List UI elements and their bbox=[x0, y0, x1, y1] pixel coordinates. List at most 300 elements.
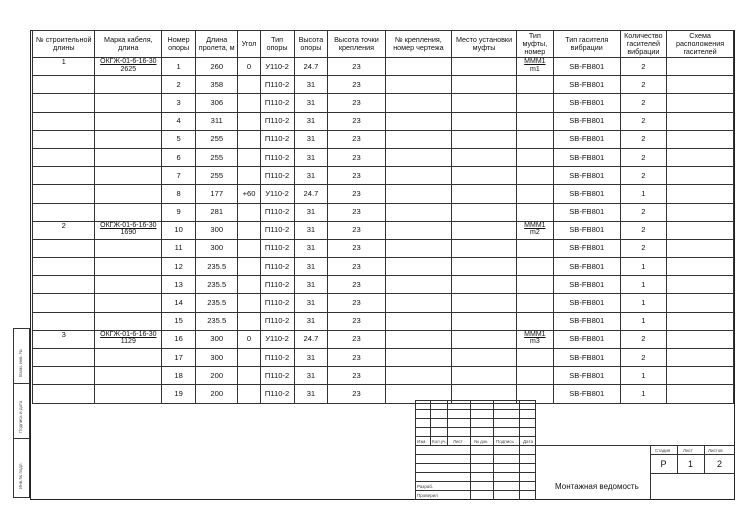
column-header: Марка кабеля, длина bbox=[95, 31, 162, 58]
tb-document-title: Монтажная ведомость bbox=[555, 482, 639, 491]
joint-type: МММ1 bbox=[524, 330, 546, 338]
damper-scheme-cell bbox=[667, 167, 734, 185]
span-length-cell: 281 bbox=[196, 203, 238, 221]
support-number-cell: 15 bbox=[162, 312, 196, 330]
damper-type-cell: SB-FB801 bbox=[553, 349, 620, 367]
support-type-cell: П110-2 bbox=[260, 385, 294, 403]
damper-count-cell: 1 bbox=[620, 185, 667, 203]
span-length-cell: 235.5 bbox=[196, 258, 238, 276]
damper-scheme-cell bbox=[667, 330, 734, 348]
joint-place-cell bbox=[452, 312, 517, 330]
support-type-cell: П110-2 bbox=[260, 112, 294, 130]
attach-height-cell: 23 bbox=[328, 203, 385, 221]
support-height-cell: 31 bbox=[294, 203, 328, 221]
joint-type: МММ1 bbox=[524, 221, 546, 229]
support-type-cell: П110-2 bbox=[260, 203, 294, 221]
joint-type-cell bbox=[516, 167, 553, 185]
angle-cell bbox=[238, 294, 260, 312]
attach-number-cell bbox=[385, 258, 452, 276]
attach-height-cell: 23 bbox=[328, 94, 385, 112]
joint-type-cell bbox=[516, 203, 553, 221]
damper-type-cell: SB-FB801 bbox=[553, 112, 620, 130]
damper-count-cell: 2 bbox=[620, 330, 667, 348]
cable-length: 1690 bbox=[120, 229, 137, 237]
cable-mark-cell bbox=[95, 330, 162, 348]
attach-height-cell: 23 bbox=[328, 276, 385, 294]
joint-type-cell bbox=[516, 221, 553, 239]
length-number-cell: 2 bbox=[33, 221, 95, 239]
attach-height-cell: 23 bbox=[328, 148, 385, 166]
damper-count-cell: 1 bbox=[620, 367, 667, 385]
damper-count-cell: 1 bbox=[620, 385, 667, 403]
length-number-cell: 3 bbox=[33, 330, 95, 348]
column-header: Угол bbox=[238, 31, 260, 58]
joint-type-cell bbox=[516, 258, 553, 276]
support-height-cell: 31 bbox=[294, 258, 328, 276]
attach-number-cell bbox=[385, 58, 452, 76]
support-type-cell: П110-2 bbox=[260, 276, 294, 294]
length-number-cell bbox=[33, 130, 95, 148]
angle-cell bbox=[238, 203, 260, 221]
damper-count-cell: 1 bbox=[620, 312, 667, 330]
attach-height-cell: 23 bbox=[328, 258, 385, 276]
damper-type-cell: SB-FB801 bbox=[553, 94, 620, 112]
cable-mark-cell bbox=[95, 167, 162, 185]
table-row bbox=[33, 94, 734, 112]
attach-height-cell: 23 bbox=[328, 76, 385, 94]
support-height-cell: 31 bbox=[294, 312, 328, 330]
span-length-cell: 306 bbox=[196, 94, 238, 112]
table-row bbox=[33, 367, 734, 385]
damper-type-cell: SB-FB801 bbox=[553, 148, 620, 166]
support-number-cell: 1 bbox=[162, 58, 196, 76]
support-number-cell: 4 bbox=[162, 112, 196, 130]
angle-cell: 0 bbox=[238, 330, 260, 348]
span-length-cell: 255 bbox=[196, 130, 238, 148]
support-type-cell: П110-2 bbox=[260, 76, 294, 94]
column-header: Схема расположения гасителей bbox=[667, 31, 734, 58]
damper-scheme-cell bbox=[667, 203, 734, 221]
span-length-cell: 300 bbox=[196, 221, 238, 239]
joint-place-cell bbox=[452, 349, 517, 367]
support-type-cell: П110-2 bbox=[260, 130, 294, 148]
span-length-cell: 255 bbox=[196, 167, 238, 185]
cable-mark-cell bbox=[95, 294, 162, 312]
attach-height-cell: 23 bbox=[328, 349, 385, 367]
length-number-cell: 1 bbox=[33, 58, 95, 76]
angle-cell bbox=[238, 258, 260, 276]
table-row bbox=[33, 239, 734, 257]
joint-type-cell bbox=[516, 294, 553, 312]
support-number-cell: 3 bbox=[162, 94, 196, 112]
angle-cell bbox=[238, 367, 260, 385]
damper-scheme-cell bbox=[667, 258, 734, 276]
damper-type-cell: SB-FB801 bbox=[553, 276, 620, 294]
support-number-cell: 14 bbox=[162, 294, 196, 312]
margin-label-2: Подпись и дата bbox=[18, 400, 23, 433]
joint-place-cell bbox=[452, 58, 517, 76]
damper-count-cell: 2 bbox=[620, 58, 667, 76]
joint-type-cell bbox=[516, 330, 553, 348]
support-type-cell: П110-2 bbox=[260, 258, 294, 276]
column-header: № строительной длины bbox=[33, 31, 95, 58]
length-number-cell bbox=[33, 239, 95, 257]
support-height-cell: 31 bbox=[294, 349, 328, 367]
joint-place-cell bbox=[452, 203, 517, 221]
length-number-cell bbox=[33, 276, 95, 294]
support-number-cell: 12 bbox=[162, 258, 196, 276]
attach-number-cell bbox=[385, 76, 452, 94]
joint-type-cell bbox=[516, 349, 553, 367]
joint-type-cell bbox=[516, 367, 553, 385]
joint-place-cell bbox=[452, 367, 517, 385]
damper-type-cell: SB-FB801 bbox=[553, 167, 620, 185]
support-type-cell: П110-2 bbox=[260, 294, 294, 312]
cable-mark-cell bbox=[95, 94, 162, 112]
damper-type-cell: SB-FB801 bbox=[553, 385, 620, 403]
damper-count-cell: 2 bbox=[620, 148, 667, 166]
damper-type-cell: SB-FB801 bbox=[553, 130, 620, 148]
support-type-cell: П110-2 bbox=[260, 312, 294, 330]
support-number-cell: 2 bbox=[162, 76, 196, 94]
cable-mark-cell bbox=[95, 203, 162, 221]
support-number-cell: 13 bbox=[162, 276, 196, 294]
attach-height-cell: 23 bbox=[328, 167, 385, 185]
support-number-cell: 10 bbox=[162, 221, 196, 239]
support-type-cell: П110-2 bbox=[260, 94, 294, 112]
damper-count-cell: 1 bbox=[620, 294, 667, 312]
table-row bbox=[33, 330, 734, 348]
cable-mark-cell bbox=[95, 239, 162, 257]
joint-place-cell bbox=[452, 294, 517, 312]
column-header: Длина пролета, м bbox=[196, 31, 238, 58]
cable-mark: ОКГЖ-01-6-16-30 bbox=[100, 58, 157, 65]
attach-number-cell bbox=[385, 367, 452, 385]
column-header: Номер опоры bbox=[162, 31, 196, 58]
mounting-table bbox=[32, 30, 734, 404]
span-length-cell: 311 bbox=[196, 112, 238, 130]
column-header: Высота опоры bbox=[294, 31, 328, 58]
joint-place-cell bbox=[452, 112, 517, 130]
attach-number-cell bbox=[385, 185, 452, 203]
table-row bbox=[33, 76, 734, 94]
angle-cell bbox=[238, 312, 260, 330]
support-height-cell: 24.7 bbox=[294, 185, 328, 203]
length-number-cell bbox=[33, 167, 95, 185]
damper-scheme-cell bbox=[667, 58, 734, 76]
angle-cell bbox=[238, 221, 260, 239]
damper-type-cell: SB-FB801 bbox=[553, 367, 620, 385]
support-height-cell: 31 bbox=[294, 112, 328, 130]
angle-cell bbox=[238, 148, 260, 166]
length-number-cell bbox=[33, 367, 95, 385]
attach-number-cell bbox=[385, 330, 452, 348]
length-number-cell bbox=[33, 76, 95, 94]
attach-height-cell: 23 bbox=[328, 367, 385, 385]
joint-type-cell bbox=[516, 112, 553, 130]
cable-mark-cell bbox=[95, 58, 162, 76]
attach-number-cell bbox=[385, 203, 452, 221]
joint-place-cell bbox=[452, 94, 517, 112]
support-height-cell: 31 bbox=[294, 276, 328, 294]
damper-count-cell: 2 bbox=[620, 167, 667, 185]
joint-place-cell bbox=[452, 258, 517, 276]
span-length-cell: 200 bbox=[196, 367, 238, 385]
span-length-cell: 255 bbox=[196, 148, 238, 166]
attach-number-cell bbox=[385, 349, 452, 367]
column-header: Тип гасителя вибрации bbox=[553, 31, 620, 58]
column-header: № крепления, номер чертежа bbox=[385, 31, 452, 58]
column-header: Тип опоры bbox=[260, 31, 294, 58]
joint-type-cell bbox=[516, 276, 553, 294]
cable-mark-cell bbox=[95, 312, 162, 330]
support-type-cell: П110-2 bbox=[260, 349, 294, 367]
tb-label-sign: Подпись bbox=[496, 439, 514, 444]
attach-height-cell: 23 bbox=[328, 58, 385, 76]
damper-scheme-cell bbox=[667, 130, 734, 148]
tb-sheet-label: Лист bbox=[683, 448, 693, 453]
span-length-cell: 235.5 bbox=[196, 276, 238, 294]
angle-cell bbox=[238, 112, 260, 130]
support-type-cell: П110-2 bbox=[260, 148, 294, 166]
support-type-cell: П110-2 bbox=[260, 167, 294, 185]
title-block bbox=[415, 400, 735, 500]
angle-cell: +60 bbox=[238, 185, 260, 203]
cable-mark-cell bbox=[95, 185, 162, 203]
damper-scheme-cell bbox=[667, 276, 734, 294]
damper-type-cell: SB-FB801 bbox=[553, 76, 620, 94]
cable-mark-cell bbox=[95, 367, 162, 385]
damper-scheme-cell bbox=[667, 239, 734, 257]
joint-type-cell bbox=[516, 94, 553, 112]
support-number-cell: 17 bbox=[162, 349, 196, 367]
joint-type-cell bbox=[516, 130, 553, 148]
cable-length: 1129 bbox=[120, 338, 136, 346]
attach-height-cell: 23 bbox=[328, 112, 385, 130]
attach-height-cell: 23 bbox=[328, 294, 385, 312]
tb-sheets-label: Листов bbox=[708, 448, 723, 453]
attach-height-cell: 23 bbox=[328, 330, 385, 348]
attach-height-cell: 23 bbox=[328, 221, 385, 239]
joint-place-cell bbox=[452, 167, 517, 185]
support-height-cell: 31 bbox=[294, 385, 328, 403]
angle-cell bbox=[238, 239, 260, 257]
length-number-cell bbox=[33, 258, 95, 276]
span-length-cell: 235.5 bbox=[196, 312, 238, 330]
joint-place-cell bbox=[452, 148, 517, 166]
joint-place-cell bbox=[452, 330, 517, 348]
support-height-cell: 24.7 bbox=[294, 330, 328, 348]
damper-type-cell: SB-FB801 bbox=[553, 58, 620, 76]
damper-count-cell: 2 bbox=[620, 76, 667, 94]
cable-mark-cell bbox=[95, 76, 162, 94]
damper-scheme-cell bbox=[667, 148, 734, 166]
support-height-cell: 31 bbox=[294, 221, 328, 239]
damper-scheme-cell bbox=[667, 349, 734, 367]
support-height-cell: 31 bbox=[294, 167, 328, 185]
support-number-cell: 6 bbox=[162, 148, 196, 166]
tb-sheet: 1 bbox=[687, 459, 693, 469]
attach-number-cell bbox=[385, 221, 452, 239]
tb-label-doc: № док. bbox=[474, 439, 489, 444]
joint-place-cell bbox=[452, 276, 517, 294]
damper-scheme-cell bbox=[667, 312, 734, 330]
tb-stage-label: Стадия bbox=[655, 448, 671, 453]
attach-number-cell bbox=[385, 276, 452, 294]
support-number-cell: 11 bbox=[162, 239, 196, 257]
support-number-cell: 16 bbox=[162, 330, 196, 348]
angle-cell bbox=[238, 94, 260, 112]
joint-number: m3 bbox=[529, 338, 540, 346]
cable-mark-cell bbox=[95, 349, 162, 367]
joint-place-cell bbox=[452, 185, 517, 203]
support-type-cell: П110-2 bbox=[260, 221, 294, 239]
cable-mark-cell bbox=[95, 148, 162, 166]
joint-place-cell bbox=[452, 130, 517, 148]
angle-cell: 0 bbox=[238, 58, 260, 76]
angle-cell bbox=[238, 130, 260, 148]
tb-label-kol: Кол.уч. bbox=[432, 439, 447, 444]
support-height-cell: 31 bbox=[294, 76, 328, 94]
length-number-cell bbox=[33, 294, 95, 312]
support-number-cell: 19 bbox=[162, 385, 196, 403]
support-type-cell: У110-2 bbox=[260, 185, 294, 203]
support-number-cell: 8 bbox=[162, 185, 196, 203]
support-number-cell: 18 bbox=[162, 367, 196, 385]
attach-height-cell: 23 bbox=[328, 385, 385, 403]
tb-stage: Р bbox=[660, 459, 667, 469]
support-type-cell: П110-2 bbox=[260, 239, 294, 257]
support-height-cell: 31 bbox=[294, 148, 328, 166]
span-length-cell: 300 bbox=[196, 330, 238, 348]
cable-mark: ОКГЖ-01-6-16-30 bbox=[100, 221, 157, 229]
cable-mark-cell bbox=[95, 258, 162, 276]
span-length-cell: 235.5 bbox=[196, 294, 238, 312]
table-row bbox=[33, 349, 734, 367]
table-row bbox=[33, 130, 734, 148]
damper-type-cell: SB-FB801 bbox=[553, 221, 620, 239]
table-row bbox=[33, 148, 734, 166]
joint-number: m2 bbox=[529, 229, 540, 237]
table-row bbox=[33, 258, 734, 276]
attach-height-cell: 23 bbox=[328, 312, 385, 330]
column-header: Высота точки крепления bbox=[328, 31, 385, 58]
damper-count-cell: 2 bbox=[620, 130, 667, 148]
length-number-cell bbox=[33, 385, 95, 403]
joint-place-cell bbox=[452, 76, 517, 94]
support-height-cell: 31 bbox=[294, 94, 328, 112]
joint-place-cell bbox=[452, 221, 517, 239]
span-length-cell: 300 bbox=[196, 349, 238, 367]
joint-number: m1 bbox=[529, 65, 540, 73]
damper-scheme-cell bbox=[667, 112, 734, 130]
damper-type-cell: SB-FB801 bbox=[553, 294, 620, 312]
tb-label-date: Дата bbox=[523, 439, 533, 444]
joint-place-cell bbox=[452, 239, 517, 257]
joint-type: МММ1 bbox=[524, 58, 546, 65]
tb-label-list: Лист bbox=[453, 439, 463, 444]
span-length-cell: 358 bbox=[196, 76, 238, 94]
column-header: Место установки муфты bbox=[452, 31, 517, 58]
length-number-cell bbox=[33, 112, 95, 130]
damper-scheme-cell bbox=[667, 294, 734, 312]
tb-razrab: Разраб. bbox=[417, 484, 434, 489]
support-height-cell: 24.7 bbox=[294, 58, 328, 76]
length-number-cell bbox=[33, 203, 95, 221]
support-type-cell: У110-2 bbox=[260, 58, 294, 76]
support-number-cell: 7 bbox=[162, 167, 196, 185]
table-row bbox=[33, 58, 734, 76]
column-header: Тип муфты, номер bbox=[516, 31, 553, 58]
attach-number-cell bbox=[385, 94, 452, 112]
angle-cell bbox=[238, 167, 260, 185]
attach-height-cell: 23 bbox=[328, 239, 385, 257]
tb-sheets: 2 bbox=[716, 459, 722, 469]
cable-mark-cell bbox=[95, 130, 162, 148]
attach-number-cell bbox=[385, 294, 452, 312]
attach-number-cell bbox=[385, 148, 452, 166]
angle-cell bbox=[238, 385, 260, 403]
damper-count-cell: 2 bbox=[620, 239, 667, 257]
span-length-cell: 177 bbox=[196, 185, 238, 203]
joint-type-cell bbox=[516, 185, 553, 203]
damper-count-cell: 1 bbox=[620, 276, 667, 294]
length-number-cell bbox=[33, 312, 95, 330]
damper-type-cell: SB-FB801 bbox=[553, 330, 620, 348]
table-row bbox=[33, 185, 734, 203]
damper-type-cell: SB-FB801 bbox=[553, 185, 620, 203]
angle-cell bbox=[238, 349, 260, 367]
table-row bbox=[33, 221, 734, 239]
length-number-cell bbox=[33, 148, 95, 166]
column-header: Количество гасителей вибрации bbox=[620, 31, 667, 58]
margin-label-3: Инв.№ подл. bbox=[18, 462, 23, 489]
length-number-cell bbox=[33, 94, 95, 112]
angle-cell bbox=[238, 276, 260, 294]
margin-label-1: Взам. инв. № bbox=[18, 349, 23, 377]
damper-count-cell: 2 bbox=[620, 349, 667, 367]
joint-type-cell bbox=[516, 148, 553, 166]
tb-label-izm: Изм. bbox=[417, 439, 427, 444]
length-number-cell bbox=[33, 185, 95, 203]
joint-type-cell bbox=[516, 239, 553, 257]
span-length-cell: 300 bbox=[196, 239, 238, 257]
damper-scheme-cell bbox=[667, 367, 734, 385]
support-height-cell: 31 bbox=[294, 239, 328, 257]
table-row bbox=[33, 112, 734, 130]
support-number-cell: 5 bbox=[162, 130, 196, 148]
damper-type-cell: SB-FB801 bbox=[553, 239, 620, 257]
length-number-cell bbox=[33, 349, 95, 367]
cable-length: 2625 bbox=[120, 65, 137, 73]
span-length-cell: 260 bbox=[196, 58, 238, 76]
table-row bbox=[33, 276, 734, 294]
damper-scheme-cell bbox=[667, 76, 734, 94]
cable-mark: ОКГЖ-01-6-16-30 bbox=[100, 330, 157, 338]
support-height-cell: 31 bbox=[294, 130, 328, 148]
attach-number-cell bbox=[385, 130, 452, 148]
damper-count-cell: 1 bbox=[620, 258, 667, 276]
table-row bbox=[33, 203, 734, 221]
table-row bbox=[33, 167, 734, 185]
span-length-cell: 200 bbox=[196, 385, 238, 403]
cable-mark-cell bbox=[95, 112, 162, 130]
damper-count-cell: 2 bbox=[620, 221, 667, 239]
attach-number-cell bbox=[385, 239, 452, 257]
table-row bbox=[33, 294, 734, 312]
support-type-cell: П110-2 bbox=[260, 367, 294, 385]
angle-cell bbox=[238, 76, 260, 94]
